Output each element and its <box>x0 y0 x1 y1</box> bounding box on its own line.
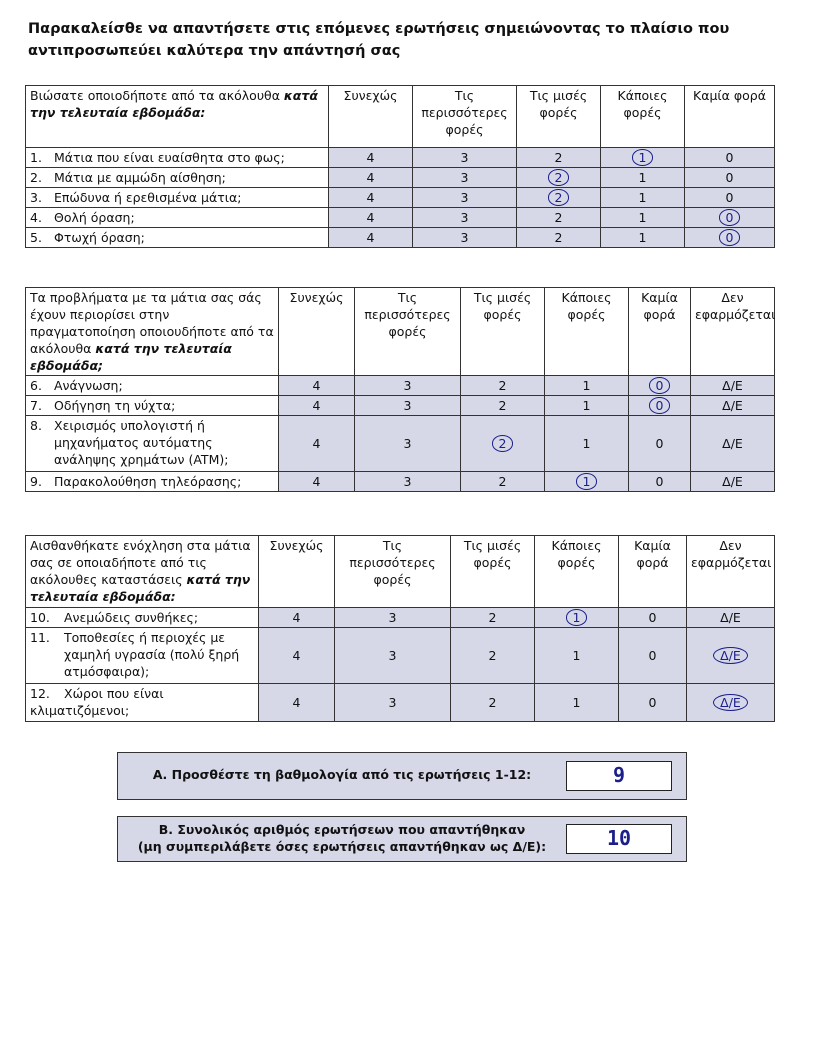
answer-option[interactable] <box>259 608 335 628</box>
answer-value: 0 <box>655 436 664 451</box>
summary-b-label: Β. Συνολικός αριθμός ερωτήσεων που απαντήθηκαν (μη συμπεριλάβετε όσες ερωτήσεις απαντήθηκαν ως Δ/Ε): <box>137 822 547 854</box>
answer-value: 2 <box>488 610 497 625</box>
answer-value: Δ/Ε <box>722 398 743 413</box>
answer-option[interactable] <box>451 608 535 628</box>
answer-option[interactable] <box>629 376 691 396</box>
answer-value: 1 <box>572 648 581 663</box>
answer-option[interactable] <box>601 148 685 168</box>
answer-option[interactable] <box>545 416 629 472</box>
question-text: Μάτια που είναι ευαίσθητα στο φως; <box>54 150 285 165</box>
answer-option[interactable] <box>601 188 685 208</box>
answer-option[interactable] <box>335 608 451 628</box>
answer-value: 4 <box>366 170 375 185</box>
answer-value: 4 <box>312 474 321 489</box>
question-label <box>26 416 279 472</box>
section1-header-3: Κάποιες φορές <box>601 86 685 148</box>
answer-option[interactable] <box>413 168 517 188</box>
summary-a-label: Α. Προσθέστε τη βαθμολογία από τις ερωτήσεις 1-12: <box>152 767 532 782</box>
section1-question: Βιώσατε οποιοδήποτε από τα ακόλουθα κατά την τελευταία εβδομάδα: <box>26 86 329 148</box>
section2-header-0: Συνεχώς <box>279 288 355 376</box>
question-text: Χειρισμός υπολογιστή ή μηχανήματος αυτόματης ανάληψης χρημάτων (ATM); <box>54 418 229 467</box>
answer-option[interactable] <box>329 168 413 188</box>
answer-option[interactable] <box>517 228 601 248</box>
answer-option[interactable] <box>685 188 775 208</box>
answer-option[interactable] <box>413 188 517 208</box>
answer-value: 3 <box>403 436 412 451</box>
answer-value: 4 <box>312 378 321 393</box>
table-row <box>26 396 775 416</box>
table-row <box>26 472 775 492</box>
answer-value: 0 <box>648 610 657 625</box>
answer-value: 4 <box>366 150 375 165</box>
question-label <box>26 396 279 416</box>
question-text: Επώδυνα ή ερεθισμένα μάτια; <box>54 190 242 205</box>
answer-value: 1 <box>638 230 647 245</box>
answer-option[interactable] <box>629 416 691 472</box>
question-text: Ανεμώδεις συνθήκες; <box>64 610 199 625</box>
answer-option[interactable] <box>685 208 775 228</box>
section3-header-5: Δεν εφαρμόζεται <box>687 536 775 608</box>
section3-header-1: Τις περισσότερες φορές <box>335 536 451 608</box>
answer-option[interactable] <box>691 376 775 396</box>
answer-option[interactable] <box>687 628 775 684</box>
answer-value: 3 <box>388 648 397 663</box>
question-label <box>26 188 329 208</box>
circled-answer-value: Δ/Ε <box>713 647 748 664</box>
section1-header-4: Καμία φορά <box>685 86 775 148</box>
table-row <box>26 628 775 684</box>
answer-value: 3 <box>403 474 412 489</box>
question-number: 10. <box>30 610 50 625</box>
question-text: Οδήγηση τη νύχτα; <box>54 398 176 413</box>
answer-option[interactable] <box>619 608 687 628</box>
answer-option[interactable] <box>691 472 775 492</box>
answer-value: 2 <box>488 648 497 663</box>
section2-question: Τα προβλήματα με τα μάτια σας σάς έχουν περιορίσει στην πραγματοποίηση οποιουδήποτε από τα ακόλουθα κατά την τελευταία εβδομάδα; <box>26 288 279 376</box>
table-row <box>26 228 775 248</box>
question-number: 8. <box>30 418 42 433</box>
answer-option[interactable] <box>461 472 545 492</box>
section3-header-4: Καμία φορά <box>619 536 687 608</box>
answer-value: Δ/Ε <box>720 610 741 625</box>
section3-header-3: Κάποιες φορές <box>535 536 619 608</box>
answer-option[interactable] <box>451 628 535 684</box>
answer-option[interactable] <box>413 148 517 168</box>
section1-table <box>25 85 775 248</box>
answer-value: 1 <box>638 170 647 185</box>
page-title: Παρακαλείσθε να απαντήσετε στις επόμενες ερωτήσεις σημειώνοντας το πλαίσιο που αντιπροσωπεύει καλύτερα την απάντησή σας <box>28 21 730 59</box>
circled-answer-value: 2 <box>548 169 570 186</box>
answer-option[interactable] <box>329 148 413 168</box>
question-label <box>26 472 279 492</box>
section3-header-2: Τις μισές φορές <box>451 536 535 608</box>
question-number: 6. <box>30 378 42 393</box>
circled-answer-value: 1 <box>632 149 654 166</box>
question-text: Μάτια με αμμώδη αίσθηση; <box>54 170 226 185</box>
answer-option[interactable] <box>355 396 461 416</box>
answer-value: 1 <box>638 210 647 225</box>
question-number: 12. <box>30 686 50 701</box>
answer-option[interactable] <box>335 628 451 684</box>
answer-value: 4 <box>366 230 375 245</box>
question-text: Παρακολούθηση τηλεόρασης; <box>54 474 242 489</box>
circled-answer-value: 1 <box>566 609 588 626</box>
question-text: Φτωχή όραση; <box>54 230 145 245</box>
table-row <box>26 684 775 722</box>
answer-option[interactable] <box>601 208 685 228</box>
answer-value: 4 <box>366 210 375 225</box>
circled-answer-value: 0 <box>649 397 671 414</box>
question-label <box>26 684 259 722</box>
answer-option[interactable] <box>545 472 629 492</box>
answer-option[interactable] <box>629 472 691 492</box>
question-label <box>26 148 329 168</box>
answer-option[interactable] <box>413 228 517 248</box>
answer-option[interactable] <box>259 628 335 684</box>
question-number: 4. <box>30 210 42 225</box>
answer-value: Δ/Ε <box>722 436 743 451</box>
answer-value: 3 <box>460 150 469 165</box>
summary-a-answer[interactable]: 9 <box>566 761 672 791</box>
answer-value: 2 <box>498 474 507 489</box>
question-text: Τοποθεσίες ή περιοχές με χαμηλή υγρασία (πολύ ξηρή ατμόσφαιρα); <box>64 630 240 679</box>
answer-value: 3 <box>460 190 469 205</box>
circled-answer-value: 0 <box>649 377 671 394</box>
answer-value: 2 <box>488 695 497 710</box>
answer-option[interactable] <box>461 416 545 472</box>
answer-value: Δ/Ε <box>722 378 743 393</box>
summary-a-box <box>117 752 687 800</box>
answer-option[interactable] <box>461 396 545 416</box>
answer-value: Δ/Ε <box>722 474 743 489</box>
answer-value: 3 <box>388 610 397 625</box>
answer-option[interactable] <box>355 376 461 396</box>
question-label <box>26 376 279 396</box>
answer-option[interactable] <box>355 416 461 472</box>
question-text: Θολή όραση; <box>54 210 135 225</box>
answer-option[interactable] <box>335 684 451 722</box>
section3-question: Αισθανθήκατε ενόχληση στα μάτια σας σε οποιαδήποτε από τις ακόλουθες καταστάσεις κατά την τελευταία εβδομάδα: <box>26 536 259 608</box>
section1-header-0: Συνεχώς <box>329 86 413 148</box>
answer-option[interactable] <box>517 148 601 168</box>
answer-value: 4 <box>292 695 301 710</box>
answer-value: 2 <box>498 398 507 413</box>
answer-option[interactable] <box>545 376 629 396</box>
question-number: 7. <box>30 398 42 413</box>
answer-value: 3 <box>403 398 412 413</box>
question-label <box>26 228 329 248</box>
answer-value: 1 <box>582 378 591 393</box>
answer-value: 1 <box>572 695 581 710</box>
answer-option[interactable] <box>691 396 775 416</box>
answer-option[interactable] <box>619 628 687 684</box>
question-text: Χώροι που είναι κλιματιζόμενοι; <box>30 686 164 718</box>
answer-option[interactable] <box>279 376 355 396</box>
answer-option[interactable] <box>687 608 775 628</box>
circled-answer-value: Δ/Ε <box>713 694 748 711</box>
circled-answer-value: 2 <box>492 435 514 452</box>
section2-header-4: Καμία φορά <box>629 288 691 376</box>
answer-value: 4 <box>366 190 375 205</box>
answer-value: 4 <box>292 610 301 625</box>
circled-answer-value: 0 <box>719 229 741 246</box>
answer-value: 3 <box>403 378 412 393</box>
circled-answer-value: 1 <box>576 473 598 490</box>
answer-value: 1 <box>582 398 591 413</box>
answer-option[interactable] <box>535 628 619 684</box>
circled-answer-value: 0 <box>719 209 741 226</box>
table-row <box>26 608 775 628</box>
answer-option[interactable] <box>451 684 535 722</box>
answer-value: 4 <box>312 436 321 451</box>
answer-value: 3 <box>460 170 469 185</box>
section2-header-2: Τις μισές φορές <box>461 288 545 376</box>
answer-value: 3 <box>460 210 469 225</box>
answer-option[interactable] <box>461 376 545 396</box>
answer-option[interactable] <box>329 228 413 248</box>
answer-value: 3 <box>460 230 469 245</box>
table-row <box>26 188 775 208</box>
section2-header-3: Κάποιες φορές <box>545 288 629 376</box>
answer-option[interactable] <box>687 684 775 722</box>
answer-option[interactable] <box>279 396 355 416</box>
question-number: 2. <box>30 170 42 185</box>
answer-option[interactable] <box>535 608 619 628</box>
section2-header-5: Δεν εφαρμόζεται <box>691 288 775 376</box>
table-row <box>26 208 775 228</box>
question-number: 3. <box>30 190 42 205</box>
answer-option[interactable] <box>259 684 335 722</box>
answer-value: 0 <box>648 648 657 663</box>
circled-answer-value: 2 <box>548 189 570 206</box>
answer-option[interactable] <box>545 396 629 416</box>
answer-value: 2 <box>498 378 507 393</box>
answer-option[interactable] <box>685 228 775 248</box>
answer-option[interactable] <box>329 188 413 208</box>
section1-header-2: Τις μισές φορές <box>517 86 601 148</box>
question-label <box>26 208 329 228</box>
question-number: 11. <box>30 630 50 645</box>
answer-value: 0 <box>725 150 734 165</box>
question-text: Ανάγνωση; <box>54 378 123 393</box>
table-row <box>26 416 775 472</box>
question-label <box>26 608 259 628</box>
answer-value: 2 <box>554 230 563 245</box>
answer-option[interactable] <box>517 188 601 208</box>
answer-option[interactable] <box>355 472 461 492</box>
answer-value: 4 <box>312 398 321 413</box>
section2-header-1: Τις περισσότερες φορές <box>355 288 461 376</box>
answer-option[interactable] <box>685 148 775 168</box>
answer-option[interactable] <box>535 684 619 722</box>
table-row <box>26 168 775 188</box>
answer-option[interactable] <box>619 684 687 722</box>
answer-option[interactable] <box>517 168 601 188</box>
answer-value: 0 <box>648 695 657 710</box>
answer-value: 0 <box>725 190 734 205</box>
section3-header-0: Συνεχώς <box>259 536 335 608</box>
question-label <box>26 628 259 684</box>
answer-value: 2 <box>554 210 563 225</box>
answer-option[interactable] <box>413 208 517 228</box>
question-number: 9. <box>30 474 42 489</box>
answer-value: 0 <box>655 474 664 489</box>
answer-value: 3 <box>388 695 397 710</box>
answer-option[interactable] <box>691 416 775 472</box>
question-number: 1. <box>30 150 42 165</box>
table-row <box>26 148 775 168</box>
summary-b-box <box>117 816 687 862</box>
answer-value: 1 <box>582 436 591 451</box>
section3-table <box>25 535 775 722</box>
answer-option[interactable] <box>601 228 685 248</box>
answer-option[interactable] <box>601 168 685 188</box>
answer-option[interactable] <box>279 472 355 492</box>
answer-option[interactable] <box>329 208 413 228</box>
answer-option[interactable] <box>685 168 775 188</box>
answer-option[interactable] <box>629 396 691 416</box>
answer-option[interactable] <box>517 208 601 228</box>
summary-b-answer[interactable]: 10 <box>566 824 672 854</box>
answer-value: 2 <box>554 150 563 165</box>
section2-table <box>25 287 775 492</box>
answer-option[interactable] <box>279 416 355 472</box>
question-label <box>26 168 329 188</box>
question-number: 5. <box>30 230 42 245</box>
section1-header-1: Τις περισσότερες φορές <box>413 86 517 148</box>
answer-value: 0 <box>725 170 734 185</box>
table-row <box>26 376 775 396</box>
answer-value: 4 <box>292 648 301 663</box>
answer-value: 1 <box>638 190 647 205</box>
